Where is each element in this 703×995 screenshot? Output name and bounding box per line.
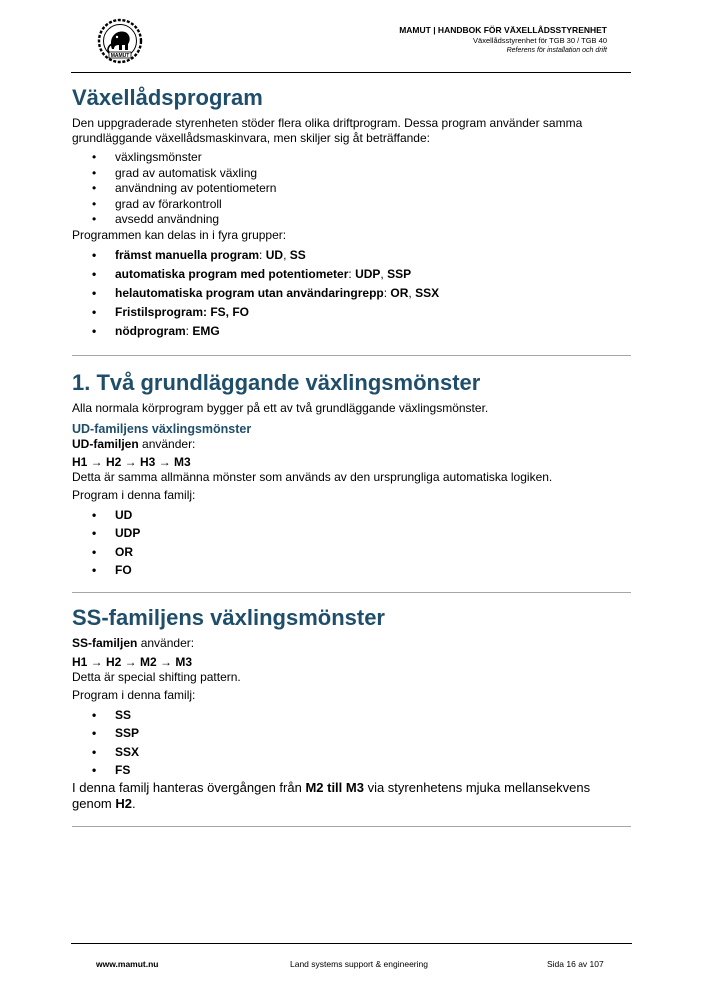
list-item: • användning av potentiometern [72,181,632,197]
list-item: • avsedd användning [72,212,632,228]
manual-subtitle: Växellådsstyrenhet för TGB 30 / TGB 40 [473,36,607,45]
ss-description: Detta är special shifting pattern. [72,669,241,684]
list-item: • SS [72,706,632,725]
svg-text:MAMUT: MAMUT [110,53,130,59]
footer-website[interactable]: www.mamut.nu [96,959,159,969]
section-heading-patterns: 1. Två grundläggande växlingsmönster [72,369,481,395]
page-header [399,25,607,56]
footer-tagline: Land systems support & engineering [290,959,428,969]
ss-programs-intro: Program i denna familj: [72,687,196,702]
manual-reference: Referens för installation och drift [506,47,607,54]
ud-uses: UD-familjen använder: [72,436,196,451]
ud-programs-list [72,506,632,580]
list-item: • FS [72,761,632,780]
list-item: • UD [72,506,632,525]
list-item: • FO [72,561,632,580]
groups-intro: Programmen kan delas in i fyra grupper: [72,227,287,242]
ss-uses: SS-familjen använder: [72,635,195,650]
list-item: • helautomatiska program utan användaringrepp: OR, SSX [72,284,632,303]
section-divider [72,592,631,593]
list-item: • främst manuella program: UD, SS [72,246,632,265]
ss-programs-list [72,706,632,780]
list-item: • SSX [72,743,632,762]
section-heading-programs: Växellådsprogram [72,85,263,110]
programs-intro: Den uppgraderade styrenheten stöder flera olika driftprogram. Dessa program använder samma grundläggande växellådsmaskinvara, men skiljer sig åt beträffande: [72,116,583,145]
list-item: • OR [72,543,632,562]
patterns-intro: Alla normala körprogram bygger på ett av två grundläggande växlingsmönster. [72,400,489,415]
header-rule [71,72,631,73]
ud-programs-intro: Program i denna familj: [72,487,196,502]
list-item: • SSP [72,724,632,743]
section-heading-ss-family: SS-familjens växlingsmönster [72,604,385,630]
manual-title: MAMUT | HANDBOK FÖR VÄXELLÅDSSTYRENHET [399,25,607,35]
page-number: Sida 16 av 107 [547,959,604,969]
mamut-logo [95,18,145,64]
list-item: • grad av förarkontroll [72,197,632,213]
ss-pattern: H1 → H2 → M2 → M3 [72,654,193,669]
footer-rule [71,943,632,944]
differences-list [72,150,632,228]
page-content [72,80,632,827]
ud-description: Detta är samma allmänna mönster som används av den ursprungliga automatiska logiken. [72,469,553,484]
list-item: • grad av automatisk växling [72,166,632,182]
list-item: • Fristilsprogram: FS, FO [72,303,632,322]
list-item: • UDP [72,524,632,543]
list-item: • automatiska program med potentiometer: UDP, SSP [72,265,632,284]
program-groups-list [72,246,632,341]
list-item: • växlingsmönster [72,150,632,166]
section-divider [72,826,631,827]
section-divider [72,355,631,356]
subheading-ud-family: UD-familjens växlingsmönster [72,421,252,436]
ss-transition-note: I denna familj hanteras övergången från M2 till M3 via styrenhetens mjuka mellansekvens genom H2. [72,779,591,811]
ud-pattern: H1 → H2 → H3 → M3 [72,454,191,469]
list-item: • nödprogram: EMG [72,322,632,341]
